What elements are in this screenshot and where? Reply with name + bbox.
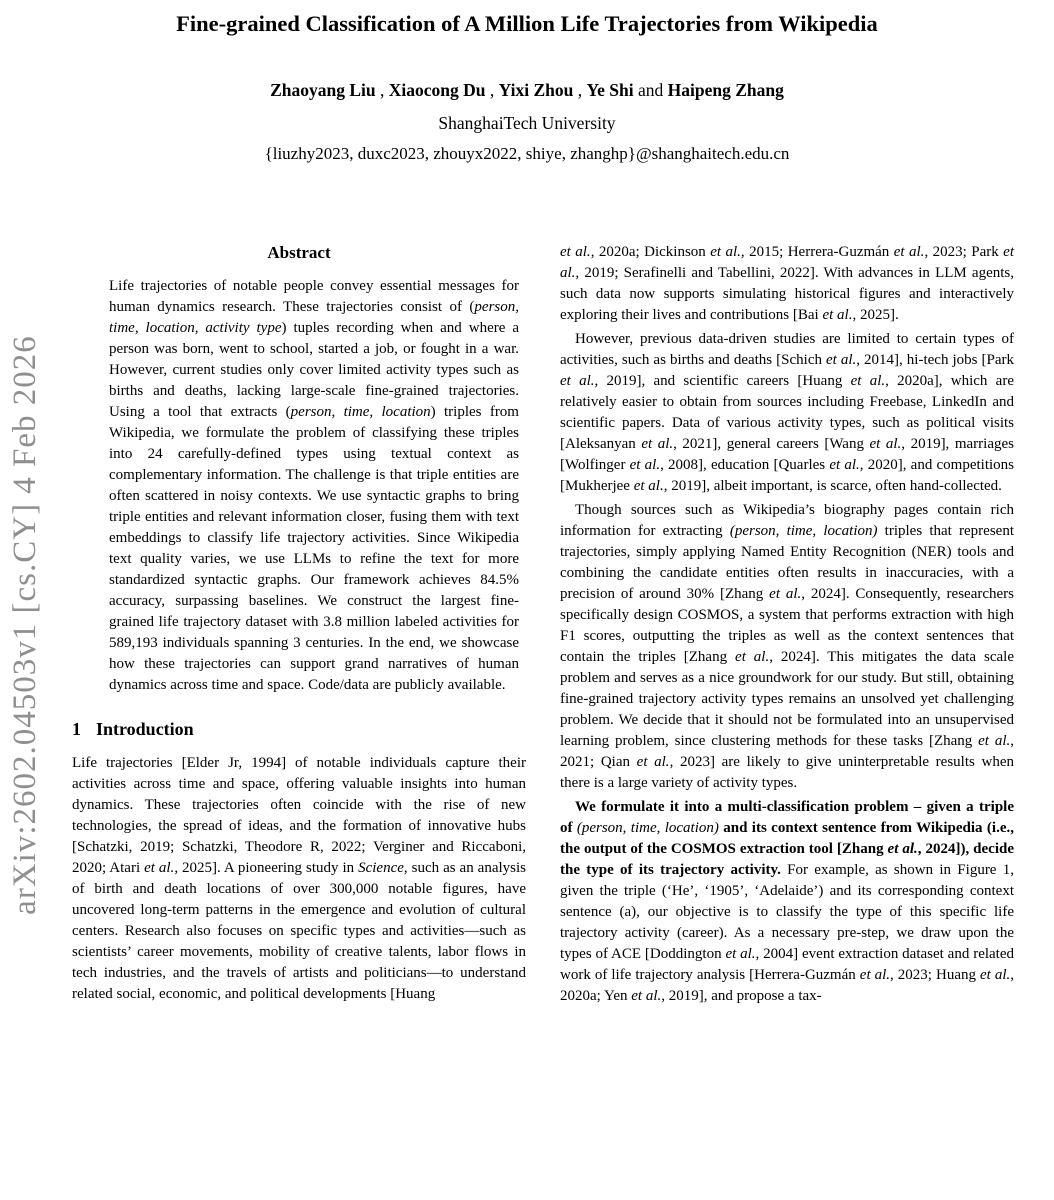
text-segment: et al. (869, 436, 902, 453)
text-segment: , 2014], hi-tech jobs [Park (856, 352, 1014, 369)
text-segment: and its context sentence from Wikipedia (i.e., the output of the COSMOS extraction tool [Zhang (560, 820, 1014, 858)
text-segment: et al. (859, 967, 891, 984)
text-segment: et al. (560, 244, 1014, 282)
text-segment: et al. (633, 478, 664, 495)
text-segment: , 2025]. A pioneering study in (174, 860, 359, 877)
text-segment: ) triples from Wikipedia, we formulate the problem of classifying these triples into 24 carefully-defined types using textual context as complementary information. The challenge is that triple entities are often scattered in noisy contexts. We use syntactic graphs to bring triple entities and relevant information closer, fusing them with text embeddings to classify life trajectory activities. Since Wikipedia text quality varies, we use LLMs to refine the text for more standardized syntactic graphs. Our framework achieves 84.5% accuracy, surpassing baselines. We construct the largest fine-grained life trajectory dataset with 3.8 million labeled activities for 589,193 individuals spanning 3 centuries. In the end, we showcase how these trajectories can support grand narratives of human dynamics across time and space. Code/data are publicly available. (109, 404, 519, 694)
text-segment: person, time, location (290, 404, 431, 421)
affiliation: ShanghaiTech University (438, 113, 616, 134)
text-segment: ) tuples recording when and where a person was born, went to school, started a job, or fought in a war. However, current studies only cover limited activity types such as births and deaths, lacking large-scale fine-grained trajectories. Using a tool that extracts ( (109, 320, 519, 421)
text-segment: et al. (826, 352, 857, 369)
text-segment: et al. (769, 586, 802, 603)
text-segment: et al. (560, 244, 591, 261)
text-segment: and (633, 80, 668, 101)
text-segment: , 2019], marriages [Wolfinger (560, 436, 1014, 474)
text-segment: , 2023] are likely to give uninterpretable results when there is a large variety of activity types. (560, 754, 1014, 792)
text-segment: , (375, 80, 389, 101)
text-segment: et al. (710, 244, 741, 261)
text-segment: , (573, 80, 587, 101)
text-segment: , 2021; Qian (560, 733, 1015, 771)
text-segment: person, time, location, activity type (109, 299, 519, 337)
text-segment: Yixi Zhou (498, 80, 574, 101)
intro-paragraph-3 (560, 500, 1014, 794)
section-heading-introduction (72, 719, 526, 740)
text-segment: et al. (560, 373, 595, 390)
left-column (72, 242, 526, 1007)
text-segment: We formulate it into a multi-classification problem – given a triple of (560, 799, 1014, 837)
text-segment: et al. (980, 967, 1011, 984)
text-segment: , 2019], and scientific careers [Huang (594, 373, 851, 390)
text-segment: (person, time, location) (576, 820, 719, 837)
text-segment: Haipeng Zhang (667, 80, 784, 101)
text-segment: , 2020a], which are relatively easier to obtain from sources including Freebase, LinkedIn and scientific papers. Data of various activity types, such as political visits [Aleksanyan (560, 373, 1014, 453)
text-segment: et al. (636, 754, 670, 771)
paper-header (0, 0, 1054, 164)
text-segment: , 2024]. Consequently, researchers specifically design COSMOS, a system that performs extraction with high F1 scores, outputting the triples as well as the context sentences that contain the triples [Zhang (560, 586, 1014, 666)
intro-paragraph-2 (560, 329, 1014, 497)
arxiv-watermark: arXiv:2602.04503v1 [cs.CY] 4 Feb 2026 (7, 335, 43, 915)
text-segment: triples that represent trajectories, simply applying Named Entity Recognition (NER) tools and combining the candidate entities often results in inaccuracies, with a precision of around 30% [Zhang (560, 523, 1014, 603)
text-segment: , 2015; Herrera-Guzmán (740, 244, 894, 261)
text-segment: Ye Shi (586, 80, 634, 101)
text-segment: (person, time, location) (729, 523, 878, 540)
two-column-body (0, 242, 1054, 1007)
text-segment: et al. (978, 733, 1011, 750)
paper-title: Fine-grained Classification of A Million Life Trajectories from Wikipedia (176, 11, 878, 36)
text-segment: et al. (725, 946, 756, 963)
text-segment: , 2020a; Yen (560, 967, 1015, 1005)
text-segment: Life trajectories of notable people convey essential messages for human dynamics research. These trajectories consist of ( (109, 278, 519, 316)
right-column (560, 242, 1014, 1007)
text-segment: et al. (829, 457, 860, 474)
text-segment: , 2025]. (852, 307, 899, 324)
text-segment: et al. (631, 988, 662, 1005)
text-segment: , 2024]. This mitigates the data scale problem and serves as a nice groundwork for our study. But still, obtaining fine-grained trajectory activity types remains an unsolved yet challenging problem. We decide that it should not be formulated into an unsupervised learning problem, since clustering methods for these tasks [Zhang (560, 649, 1014, 750)
text-segment: , 2024]), decide the type of its trajectory activity. (560, 841, 1014, 879)
text-segment: et al. (822, 307, 853, 324)
text-segment: However, previous data-driven studies are limited to certain types of activities, such as births and deaths [Schich (560, 331, 1014, 369)
text-segment: Science (358, 860, 404, 877)
abstract-heading: Abstract (267, 243, 331, 263)
text-segment: , 2019], and propose a tax- (661, 988, 822, 1005)
author-line (0, 80, 1054, 101)
section-number: 1 (72, 719, 81, 740)
text-segment: Life trajectories [Elder Jr, 1994] of notable individuals capture their activities across time and space, offering valuable insights into human dynamics. These trajectories often coincide with the rise of new technologies, the spread of ideas, and the formation of innovative hubs [Schatzki, 2019; Schatzki, Theodore R, 2022; Verginer and Riccaboni, 2020; Atari (72, 755, 526, 877)
text-segment: Zhaoyang Liu (270, 80, 376, 101)
text-segment: , 2023; Huang (890, 967, 980, 984)
text-segment: et al. (144, 860, 175, 877)
abstract-text (109, 276, 519, 696)
abstract-section (72, 242, 526, 696)
text-segment: , 2020], and competitions [Mukherjee (560, 457, 1015, 495)
text-segment: , 2023; Park (924, 244, 1004, 261)
text-segment: , 2020a; Dickinson (590, 244, 711, 261)
text-segment: , 2008], education [Quarles (660, 457, 830, 474)
intro-paragraph-1 (72, 753, 526, 1005)
author-emails: {liuzhy2023, duxc2023, zhouyx2022, shiye, zhanghp}@shanghaitech.edu.cn (264, 144, 790, 164)
section-title: Introduction (96, 719, 194, 740)
text-segment: , (485, 80, 499, 101)
text-segment: et al. (735, 649, 770, 666)
text-segment: et al. (641, 436, 674, 453)
text-segment: Xiaocong Du (388, 80, 486, 101)
text-segment: et al. (893, 244, 925, 261)
text-segment: , 2004] event extraction dataset and related work of life trajectory analysis [Herrera-Guzmán (560, 946, 1014, 984)
text-segment: , 2019], albeit important, is scarce, often hand-collected. (663, 478, 1002, 495)
text-segment: et al. (887, 841, 918, 858)
intro-paragraph-1-continued (560, 242, 1014, 326)
text-segment: , 2019; Serafinelli and Tabellini, 2022]. With advances in LLM agents, such data now supports simulating historical figures and interactively exploring their lives and contributions [Bai (560, 265, 1014, 324)
text-segment: , 2021], general careers [Wang (673, 436, 870, 453)
text-segment: et al. (850, 373, 886, 390)
text-segment: Though sources such as Wikipedia’s biography pages contain rich information for extracting (560, 502, 1014, 540)
text-segment: For example, as shown in Figure 1, given the triple (‘He’, ‘1905’, ‘Adelaide’) and its corresponding context sentence (a), our objective is to classify the type of this specific life trajectory activity (career). As a necessary pre-step, we draw upon the types of ACE [Doddington (560, 862, 1014, 963)
text-segment: , such as an analysis of birth and death locations of over 300,000 notable figures, have uncovered long-term patterns in the emergence and evolution of cultural centers. Research also focuses on specific types and activities—such as scientists’ career movements, mobility of creative talents, labor flows in tech industries, and the travels of artists and politicians—to understand related social, economic, and political developments [Huang (72, 860, 526, 1003)
text-segment: et al. (629, 457, 661, 474)
intro-paragraph-4 (560, 797, 1014, 1007)
